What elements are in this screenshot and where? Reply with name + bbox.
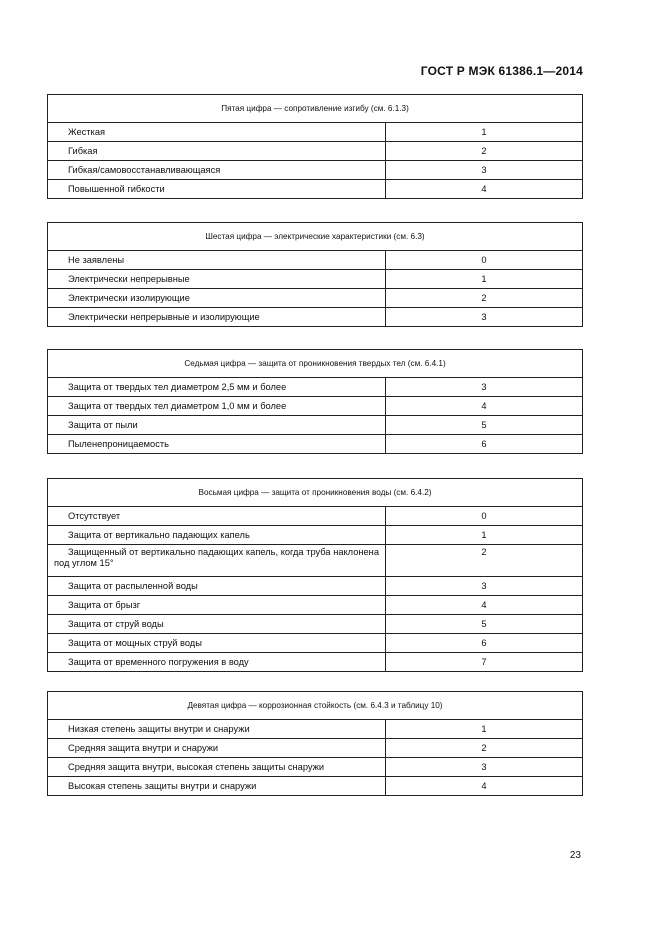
row-label: Электрически непрерывные [48, 270, 386, 289]
row-label: Защита от пыли [48, 416, 386, 435]
row-value: 1 [386, 720, 583, 739]
row-value: 4 [386, 777, 583, 796]
row-label: Отсутствует [48, 507, 386, 526]
row-label: Средняя защита внутри и снаружи [48, 739, 386, 758]
table-row [48, 397, 583, 416]
table-caption: Восьмая цифра — защита от проникновения воды (см. 6.4.2) [48, 479, 583, 507]
row-label: Защита от брызг [48, 596, 386, 615]
table-row [48, 720, 583, 739]
table-row [48, 596, 583, 615]
row-value: 2 [386, 545, 583, 577]
table-row [48, 577, 583, 596]
table-row [48, 545, 583, 577]
row-value: 4 [386, 180, 583, 199]
row-value: 0 [386, 507, 583, 526]
row-value: 3 [386, 378, 583, 397]
table-row [48, 777, 583, 796]
row-label: Высокая степень защиты внутри и снаружи [48, 777, 386, 796]
table-ninth-digit [47, 691, 583, 796]
row-value: 3 [386, 577, 583, 596]
row-label: Гибкая [48, 142, 386, 161]
table-row [48, 653, 583, 672]
table-caption: Девятая цифра — коррозионная стойкость (см. 6.4.3 и таблицу 10) [48, 692, 583, 720]
table-sixth-digit [47, 222, 583, 327]
row-label: Низкая степень защиты внутри и снаружи [48, 720, 386, 739]
row-label: Жесткая [48, 123, 386, 142]
page-number: 23 [569, 850, 581, 861]
row-value: 6 [386, 634, 583, 653]
table-row [48, 270, 583, 289]
table-row [48, 251, 583, 270]
row-label: Электрически непрерывные и изолирующие [48, 308, 386, 327]
row-value: 2 [386, 739, 583, 758]
row-value: 4 [386, 596, 583, 615]
table-seventh-digit [47, 349, 583, 454]
row-value: 5 [386, 615, 583, 634]
row-label: Защита от распыленной воды [48, 577, 386, 596]
table-row [48, 142, 583, 161]
table-row [48, 180, 583, 199]
row-label: Пыленепроницаемость [48, 435, 386, 454]
table-row [48, 615, 583, 634]
row-value: 3 [386, 758, 583, 777]
row-value: 3 [386, 308, 583, 327]
row-value: 1 [386, 123, 583, 142]
row-value: 3 [386, 161, 583, 180]
row-label: Гибкая/самовосстанавливающаяся [48, 161, 386, 180]
row-label: Защита от мощных струй воды [48, 634, 386, 653]
row-label: Защита от временного погружения в воду [48, 653, 386, 672]
row-value: 7 [386, 653, 583, 672]
row-label: Не заявлены [48, 251, 386, 270]
table-caption: Шестая цифра — электрические характеристики (см. 6.3) [48, 223, 583, 251]
table-row [48, 739, 583, 758]
row-label: Защищенный от вертикально падающих капель, когда труба наклонена под углом 15° [48, 545, 386, 577]
row-label: Защита от твердых тел диаметром 1,0 мм и более [48, 397, 386, 416]
row-value: 5 [386, 416, 583, 435]
table-row [48, 416, 583, 435]
table-fifth-digit [47, 94, 583, 199]
table-row [48, 289, 583, 308]
table-row [48, 526, 583, 545]
row-value: 2 [386, 289, 583, 308]
table-row [48, 507, 583, 526]
row-label: Защита от струй воды [48, 615, 386, 634]
row-value: 6 [386, 435, 583, 454]
table-row [48, 161, 583, 180]
table-caption: Седьмая цифра — защита от проникновения твердых тел (см. 6.4.1) [48, 350, 583, 378]
row-value: 1 [386, 526, 583, 545]
row-value: 2 [386, 142, 583, 161]
table-row [48, 308, 583, 327]
table-row [48, 634, 583, 653]
document-header: ГОСТ Р МЭК 61386.1—2014 [420, 64, 583, 78]
row-label: Средняя защита внутри, высокая степень защиты снаружи [48, 758, 386, 777]
row-value: 0 [386, 251, 583, 270]
row-label: Повышенной гибкости [48, 180, 386, 199]
row-label: Защита от твердых тел диаметром 2,5 мм и более [48, 378, 386, 397]
table-row [48, 378, 583, 397]
table-eighth-digit [47, 478, 583, 672]
table-row [48, 758, 583, 777]
table-row [48, 123, 583, 142]
table-caption: Пятая цифра — сопротивление изгибу (см. 6.1.3) [48, 95, 583, 123]
row-label: Электрически изолирующие [48, 289, 386, 308]
row-value: 4 [386, 397, 583, 416]
row-label: Защита от вертикально падающих капель [48, 526, 386, 545]
row-value: 1 [386, 270, 583, 289]
table-row [48, 435, 583, 454]
